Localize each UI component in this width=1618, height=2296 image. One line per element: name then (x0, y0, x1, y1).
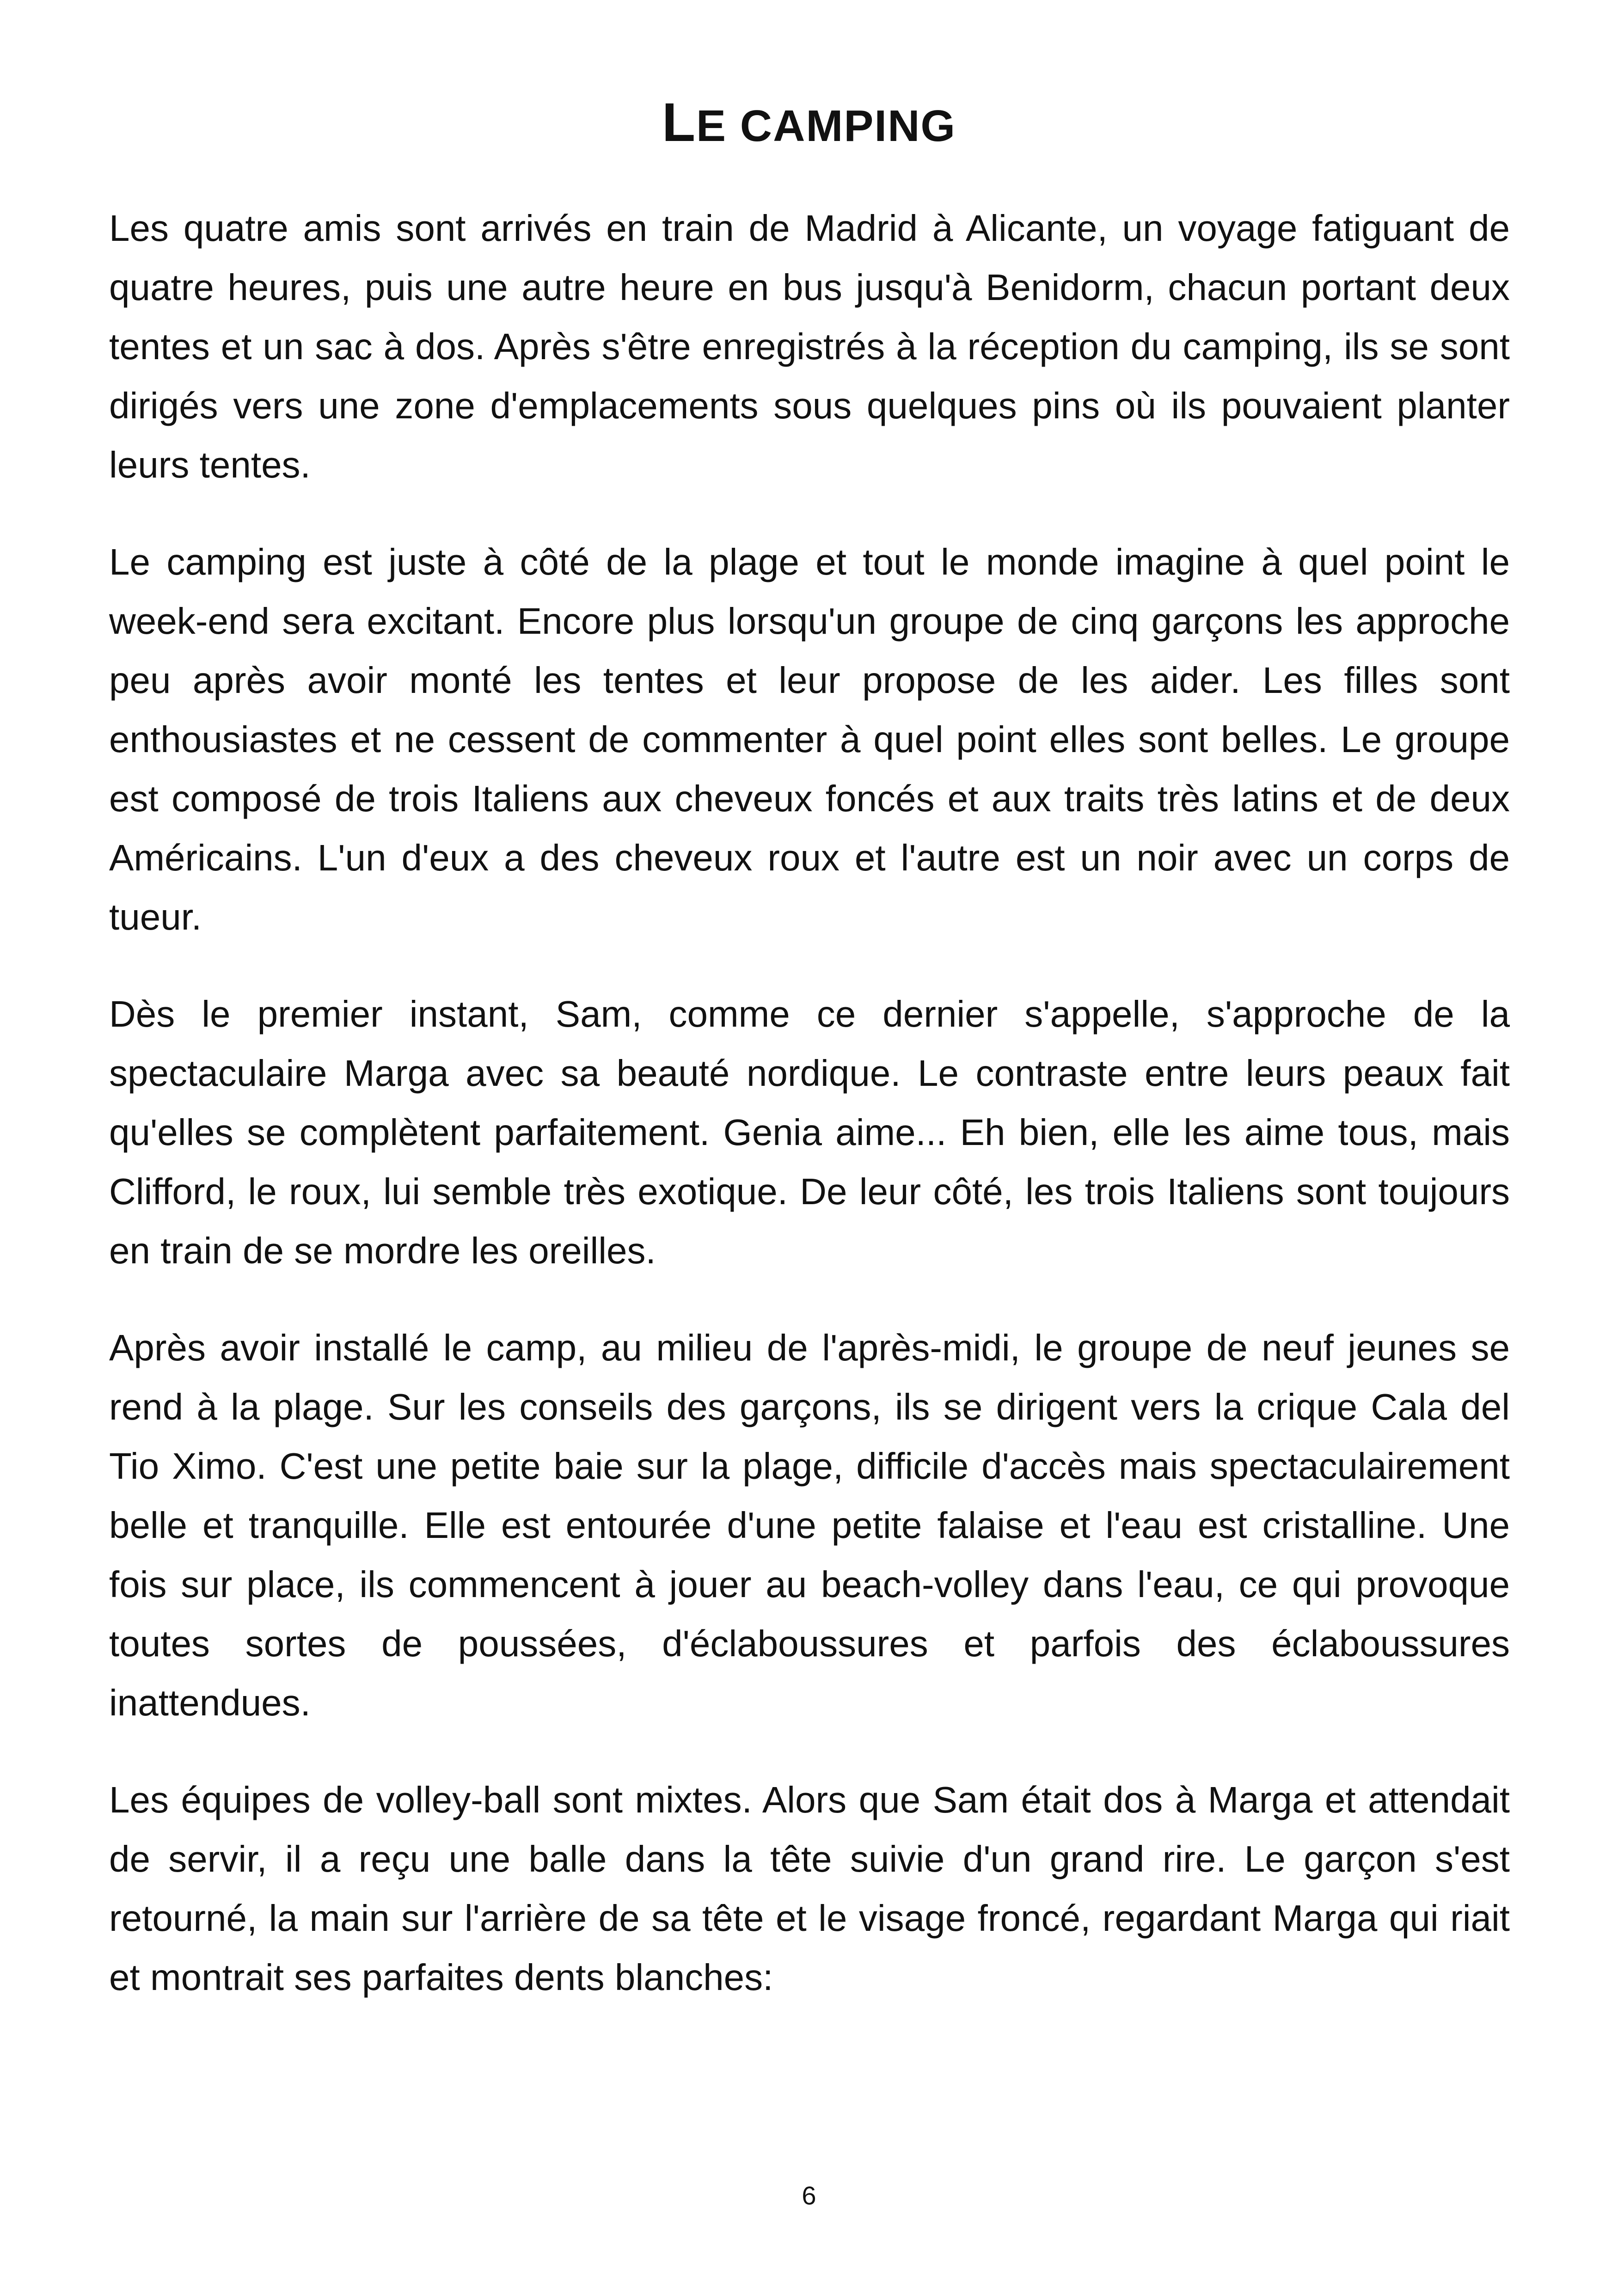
paragraph-5: Les équipes de volley-ball sont mixtes. Alors que Sam était dos à Marga et attendait de servir, il a reçu une balle dans la tête suivie d'un grand rire. Le garçon s'est retourné, la main sur l'arrière de sa tête et le visage froncé, regardant Marga qui riait et montrait ses parfaites dents blanches: (109, 1779, 1510, 1998)
chapter-title-initial: L (662, 92, 697, 153)
page-number: 6 (802, 2181, 816, 2210)
chapter-body (109, 199, 1510, 2045)
chapter-title (0, 90, 1618, 159)
paragraph-4: Après avoir installé le camp, au milieu de l'après-midi, le groupe de neuf jeunes se rend à la plage. Sur les conseils des garçons, ils se dirigent vers la crique Cala del Tio Ximo. C'est une petite baie sur la plage, difficile d'accès mais spectaculairement belle et tranquille. Elle est entourée d'une petite falaise et l'eau est cristalline. Une fois sur place, ils commencent à jouer au beach-volley dans l'eau, ce qui provoque toutes sortes de poussées, d'éclaboussures et parfois des éclaboussures inattendues. (109, 1327, 1510, 1723)
chapter-title-rest: E CAMPING (696, 101, 956, 151)
paragraph-1: Les quatre amis sont arrivés en train de Madrid à Alicante, un voyage fatiguant de quatre heures, puis une autre heure en bus jusqu'à Benidorm, chacun portant deux tentes et un sac à dos. Après s'être enregistrés à la réception du camping, ils se sont dirigés vers une zone d'emplacements sous quelques pins où ils pouvaient planter leurs tentes. (109, 208, 1510, 485)
paragraph-3: Dès le premier instant, Sam, comme ce dernier s'appelle, s'approche de la spectaculaire Marga avec sa beauté nordique. Le contraste entre leurs peaux fait qu'elles se complètent parfaitement. Genia aime... Eh bien, elle les aime tous, mais Clifford, le roux, lui semble très exotique. De leur côté, les trois Italiens sont toujours en train de se mordre les oreilles. (109, 993, 1510, 1271)
paragraph-2: Le camping est juste à côté de la plage et tout le monde imagine à quel point le week-end sera excitant. Encore plus lorsqu'un groupe de cinq garçons les approche peu après avoir monté les tentes et leur propose de les aider. Les filles sont enthousiastes et ne cessent de commenter à quel point elles sont belles. Le groupe est composé de trois Italiens aux cheveux foncés et aux traits très latins et de deux Américains. L'un d'eux a des cheveux roux et l'autre est un noir avec un corps de tueur. (109, 541, 1510, 937)
